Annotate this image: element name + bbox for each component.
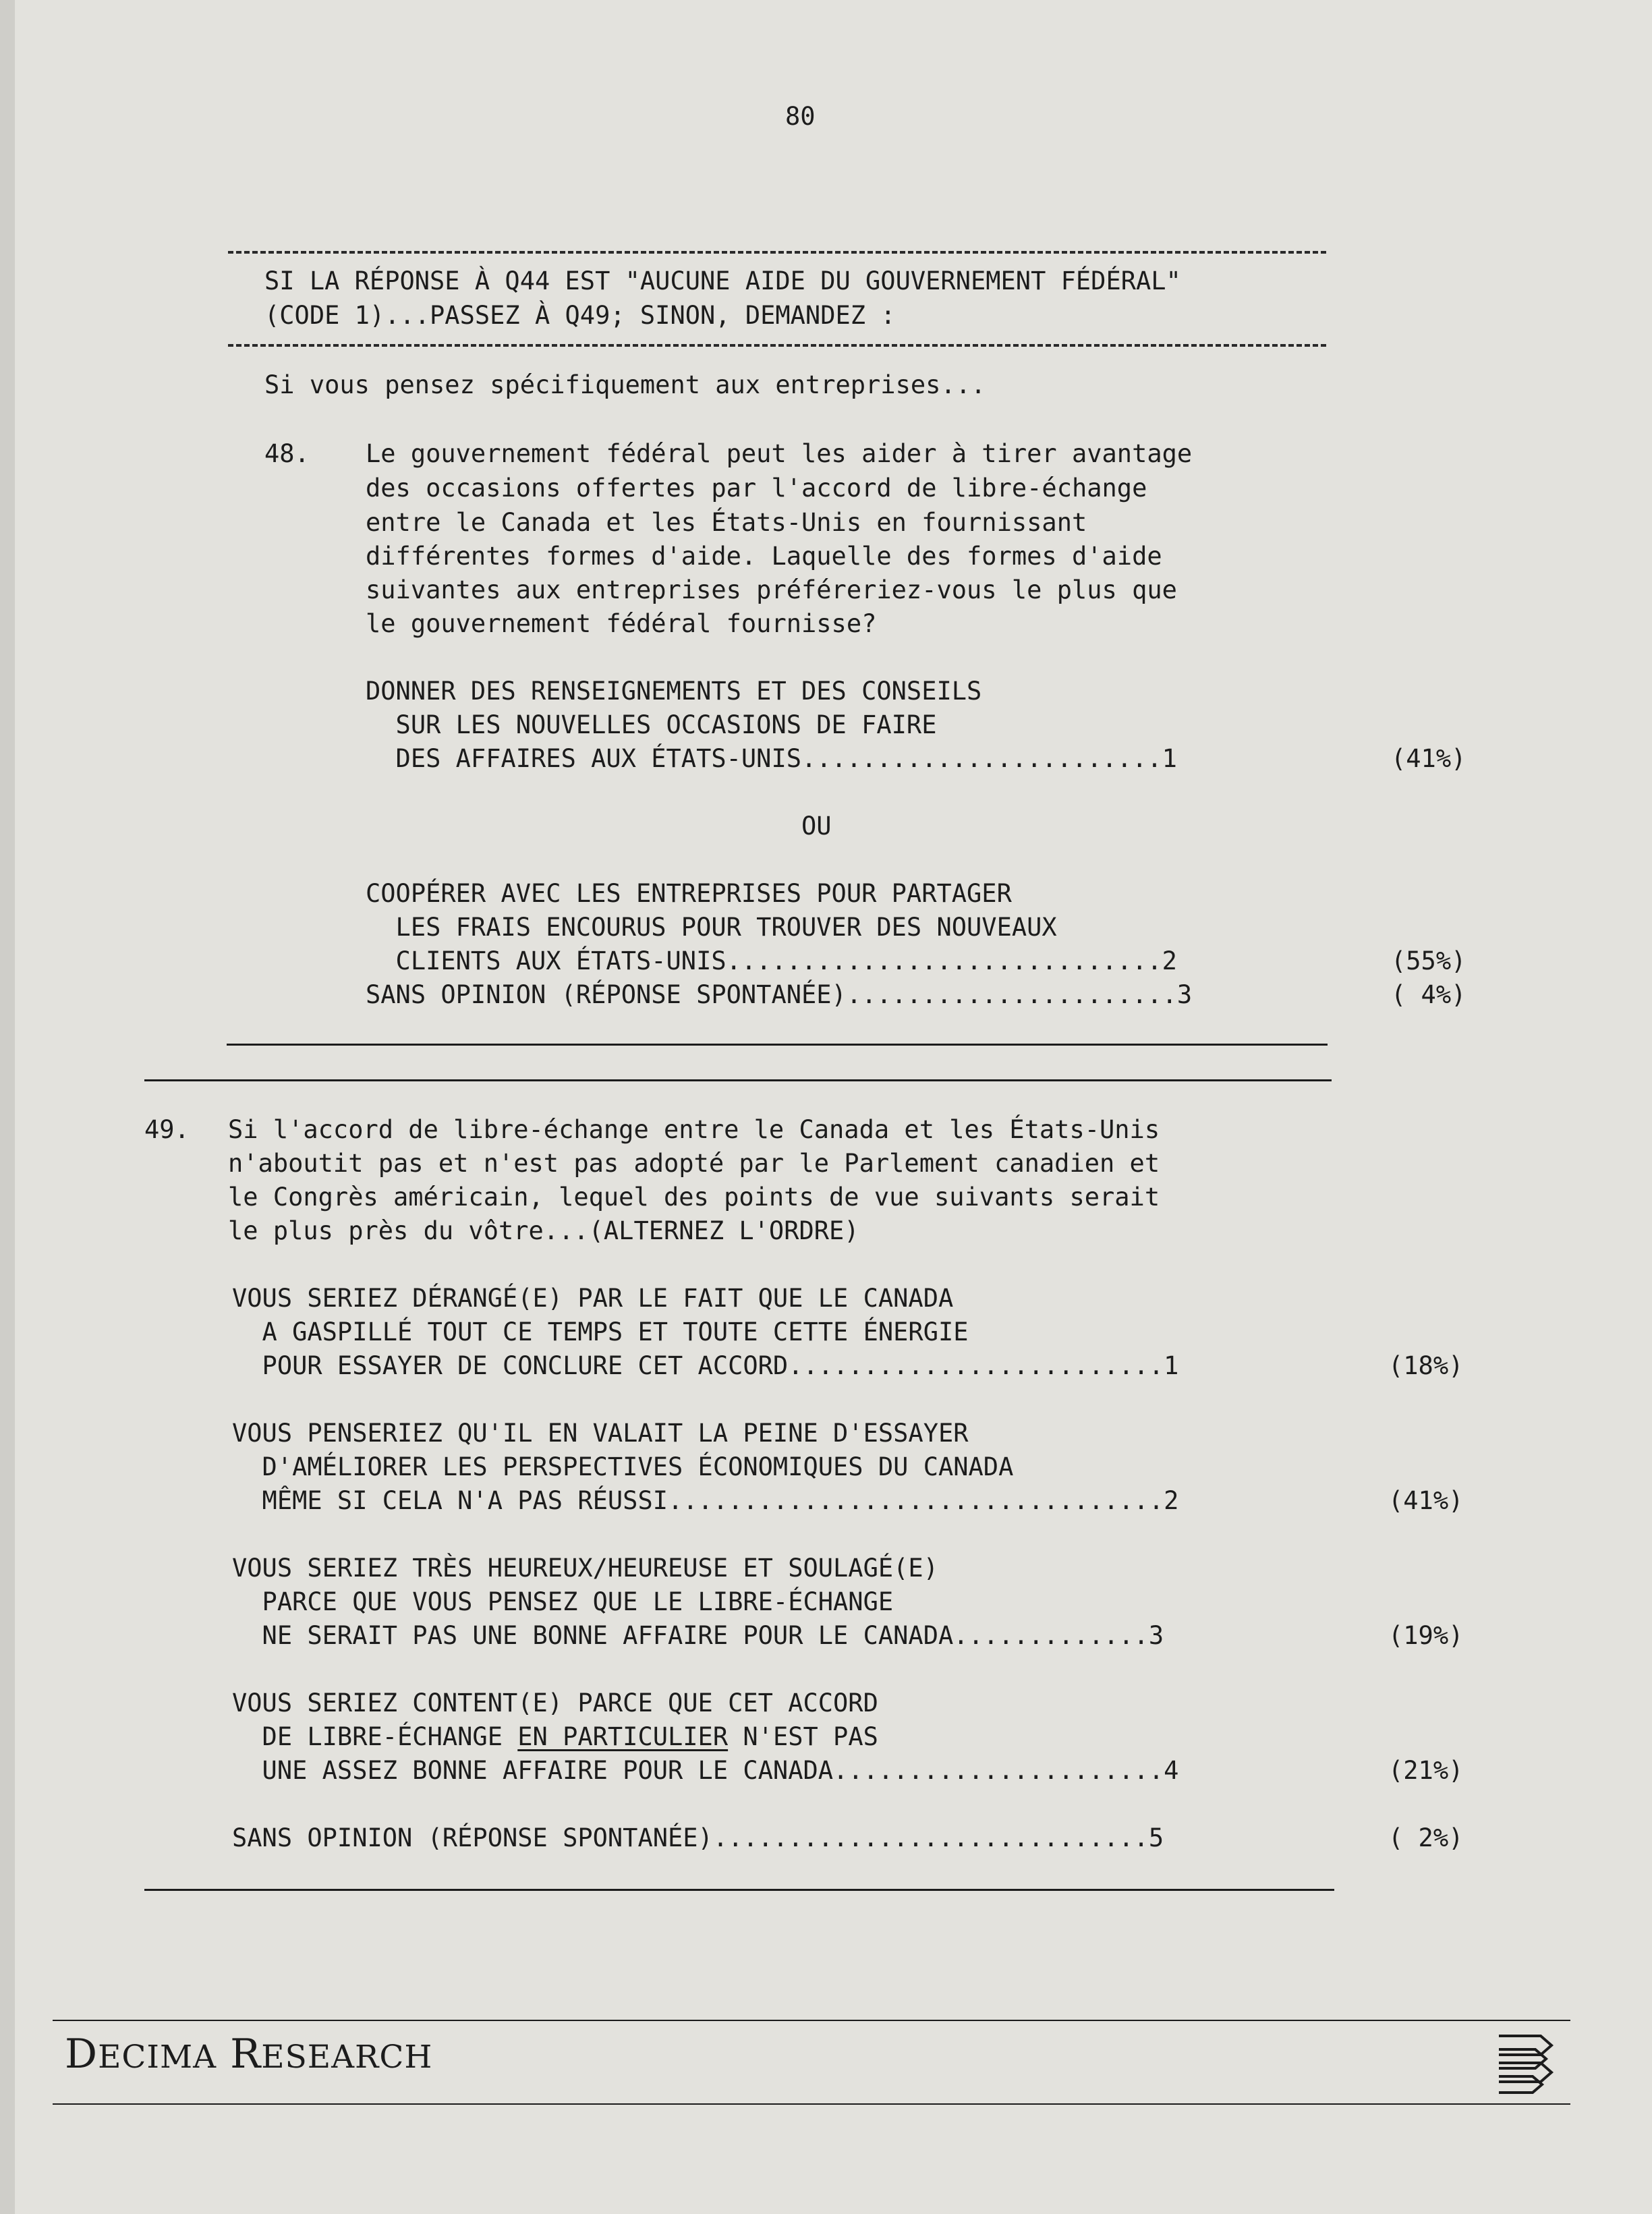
question-49-line: Si l'accord de libre-échange entre le Canada et les États-Unis	[228, 1115, 1160, 1144]
q48-option-2-line: CLIENTS AUX ÉTATS-UNIS.............................2	[366, 946, 1177, 975]
q49-option-4-percent: (21%)	[1388, 1756, 1464, 1785]
decima-logo-mark-icon	[1492, 2031, 1560, 2095]
q49-option-5-percent: ( 2%)	[1388, 1823, 1464, 1852]
q49-option-4-text: DE LIBRE-ÉCHANGE	[232, 1722, 518, 1751]
footer-rule-top	[53, 2020, 1570, 2021]
q48-option-1-line: DES AFFAIRES AUX ÉTATS-UNIS........................1	[366, 744, 1177, 773]
page-edge-shadow	[0, 0, 15, 2214]
question-49-number: 49.	[144, 1115, 190, 1144]
q49-option-2-line: VOUS PENSERIEZ QU'IL EN VALAIT LA PEINE D'ESSAYER	[232, 1419, 969, 1448]
q48-or-label: OU	[801, 812, 832, 841]
q49-option-3-line: PARCE QUE VOUS PENSEZ QUE LE LIBRE-ÉCHANGE	[232, 1587, 894, 1616]
q48-option-1-line: SUR LES NOUVELLES OCCASIONS DE FAIRE	[366, 710, 937, 739]
question-49-line: le plus près du vôtre...(ALTERNEZ L'ORDRE)	[228, 1216, 859, 1245]
q49-option-3-line: VOUS SERIEZ TRÈS HEUREUX/HEUREUSE ET SOULAGÉ(E)	[232, 1554, 938, 1583]
question-48-line: suivantes aux entreprises préféreriez-vous le plus que	[366, 575, 1177, 604]
skip-instruction-line-1: SI LA RÉPONSE À Q44 EST "AUCUNE AIDE DU GOUVERNEMENT FÉDÉRAL"	[264, 266, 1181, 295]
q49-end-rule	[144, 1889, 1334, 1891]
q48-option-3-percent: ( 4%)	[1391, 980, 1466, 1009]
preamble-text: Si vous pensez spécifiquement aux entreprises...	[264, 370, 986, 399]
decima-research-logo: DECIMA RESEARCH	[65, 2031, 433, 2078]
q49-option-1-line: POUR ESSAYER DE CONCLURE CET ACCORD.........................1	[232, 1351, 1179, 1380]
q49-option-1-line: A GASPILLÉ TOUT CE TEMPS ET TOUTE CETTE ÉNERGIE	[232, 1317, 969, 1346]
question-48-number: 48.	[264, 439, 310, 468]
q49-option-2-percent: (41%)	[1388, 1486, 1464, 1515]
page-number: 80	[785, 102, 816, 131]
q49-option-3-line: NE SERAIT PAS UNE BONNE AFFAIRE POUR LE CANADA.............3	[232, 1621, 1164, 1650]
q49-option-5-line: SANS OPINION (RÉPONSE SPONTANÉE).............................5	[232, 1823, 1164, 1852]
q48-option-2-percent: (55%)	[1391, 946, 1466, 975]
q48-end-rule	[227, 1044, 1328, 1046]
question-48-line: des occasions offertes par l'accord de libre-échange	[366, 474, 1147, 503]
q49-option-4-emphasis: EN PARTICULIER	[517, 1722, 729, 1751]
q49-option-1-percent: (18%)	[1388, 1351, 1464, 1380]
question-48-line: le gouvernement fédéral fournisse?	[366, 609, 877, 638]
question-48-line: entre le Canada et les États-Unis en fournissant	[366, 508, 1087, 537]
dashed-divider-bottom	[228, 344, 1326, 347]
section-divider-rule	[144, 1079, 1332, 1081]
q48-option-2-line: COOPÉRER AVEC LES ENTREPRISES POUR PARTAGER	[366, 879, 1012, 908]
q49-option-2-line: MÊME SI CELA N'A PAS RÉUSSI.................................2	[232, 1486, 1179, 1515]
q48-option-1-line: DONNER DES RENSEIGNEMENTS ET DES CONSEILS	[366, 677, 982, 706]
question-49-line: n'aboutit pas et n'est pas adopté par le Parlement canadien et	[228, 1149, 1160, 1178]
q49-option-4-line: VOUS SERIEZ CONTENT(E) PARCE QUE CET ACCORD	[232, 1688, 878, 1718]
q49-option-2-line: D'AMÉLIORER LES PERSPECTIVES ÉCONOMIQUES DU CANADA	[232, 1452, 1014, 1481]
q48-option-3-line: SANS OPINION (RÉPONSE SPONTANÉE)......................3	[366, 980, 1193, 1009]
q48-option-1-percent: (41%)	[1391, 744, 1466, 773]
q49-option-4-text: N'EST PAS	[728, 1722, 878, 1751]
q49-option-3-percent: (19%)	[1388, 1621, 1464, 1650]
dashed-divider-top	[228, 251, 1326, 254]
question-48-line: différentes formes d'aide. Laquelle des formes d'aide	[366, 542, 1162, 571]
skip-instruction-line-2: (CODE 1)...PASSEZ À Q49; SINON, DEMANDEZ :	[264, 301, 896, 330]
question-49-line: le Congrès américain, lequel des points de vue suivants serait	[228, 1183, 1160, 1212]
q49-option-4-line	[232, 1720, 878, 1754]
q49-option-4-line: UNE ASSEZ BONNE AFFAIRE POUR LE CANADA......................4	[232, 1756, 1179, 1785]
footer-rule-bottom	[53, 2103, 1570, 2105]
q48-option-2-line: LES FRAIS ENCOURUS POUR TROUVER DES NOUVEAUX	[366, 913, 1057, 942]
q49-option-1-line: VOUS SERIEZ DÉRANGÉ(E) PAR LE FAIT QUE LE CANADA	[232, 1284, 954, 1313]
question-48-line: Le gouvernement fédéral peut les aider à tirer avantage	[366, 439, 1193, 468]
